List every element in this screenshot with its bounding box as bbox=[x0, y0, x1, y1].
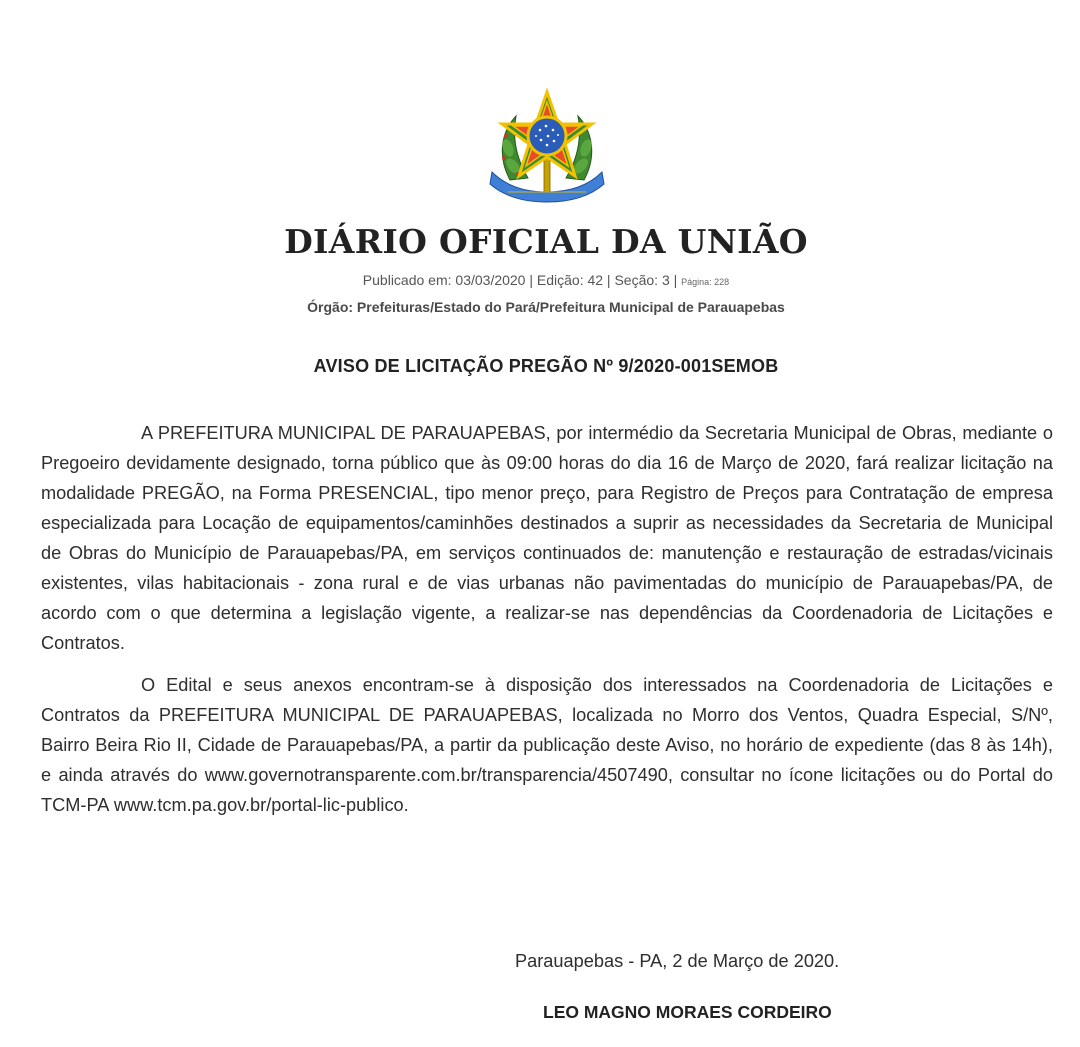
brazil-coat-of-arms-icon bbox=[488, 88, 606, 204]
notice-paragraph: O Edital e seus anexos encontram-se à disposição dos interessados na Coordenadoria de Licitações e Contratos da PREFEITURA MUNICIPAL DE PARAUAPEBAS, localizada no Morro dos Ventos, Quadra Especial, S/Nº, Bairro Beira Rio II, Cidade de Parauapebas/PA, a partir da publicação deste Aviso, no horário de expediente (das 8 às 14h), e ainda através do www.governotransparente.com.br/transparencia/4507490, consultar no ícone licitações ou do Portal do TCM-PA www.tcm.pa.gov.br/portal-lic-publico. bbox=[41, 675, 1053, 815]
publication-details: Publicado em: 03/03/2020 | Edição: 42 | Seção: 3 | bbox=[362, 272, 678, 288]
publication-info bbox=[0, 272, 1080, 288]
notice-heading: AVISO DE LICITAÇÃO PREGÃO Nº 9/2020-001SEMOB bbox=[313, 356, 779, 376]
signer-name: LEO MAGNO MORAES CORDEIRO bbox=[543, 1002, 832, 1022]
page-number: Página: 228 bbox=[681, 277, 730, 287]
notice-paragraph: A PREFEITURA MUNICIPAL DE PARAUAPEBAS, por intermédio da Secretaria Municipal de Obras, mediante o Pregoeiro devidamente designado, torna público que às 09:00 horas do dia 16 de Março de 2020, fará realizar licitação na modalidade PREGÃO, na Forma PRESENCIAL, tipo menor preço, para Registro de Preços para Contratação de empresa especializada para Locação de equipamentos/caminhões destinados a suprir as necessidades da Secretaria de Municipal de Obras do Município de Parauapebas/PA, em serviços continuados de: manutenção e restauração de estradas/vicinais existentes, vilas habitacionais - zona rural e de vias urbanas não pavimentadas do município de Parauapebas/PA, de acordo com o que determina a legislação vigente, a realizar-se nas dependências da Coordenadoria de Licitações e Contratos. bbox=[41, 423, 1053, 653]
place-date: Parauapebas - PA, 2 de Março de 2020. bbox=[515, 951, 840, 971]
notice-body bbox=[41, 418, 1053, 832]
organ-line: Órgão: Prefeituras/Estado do Pará/Prefeitura Municipal de Parauapebas bbox=[307, 299, 785, 315]
page-title: DIÁRIO OFICIAL DA UNIÃO bbox=[284, 222, 808, 261]
